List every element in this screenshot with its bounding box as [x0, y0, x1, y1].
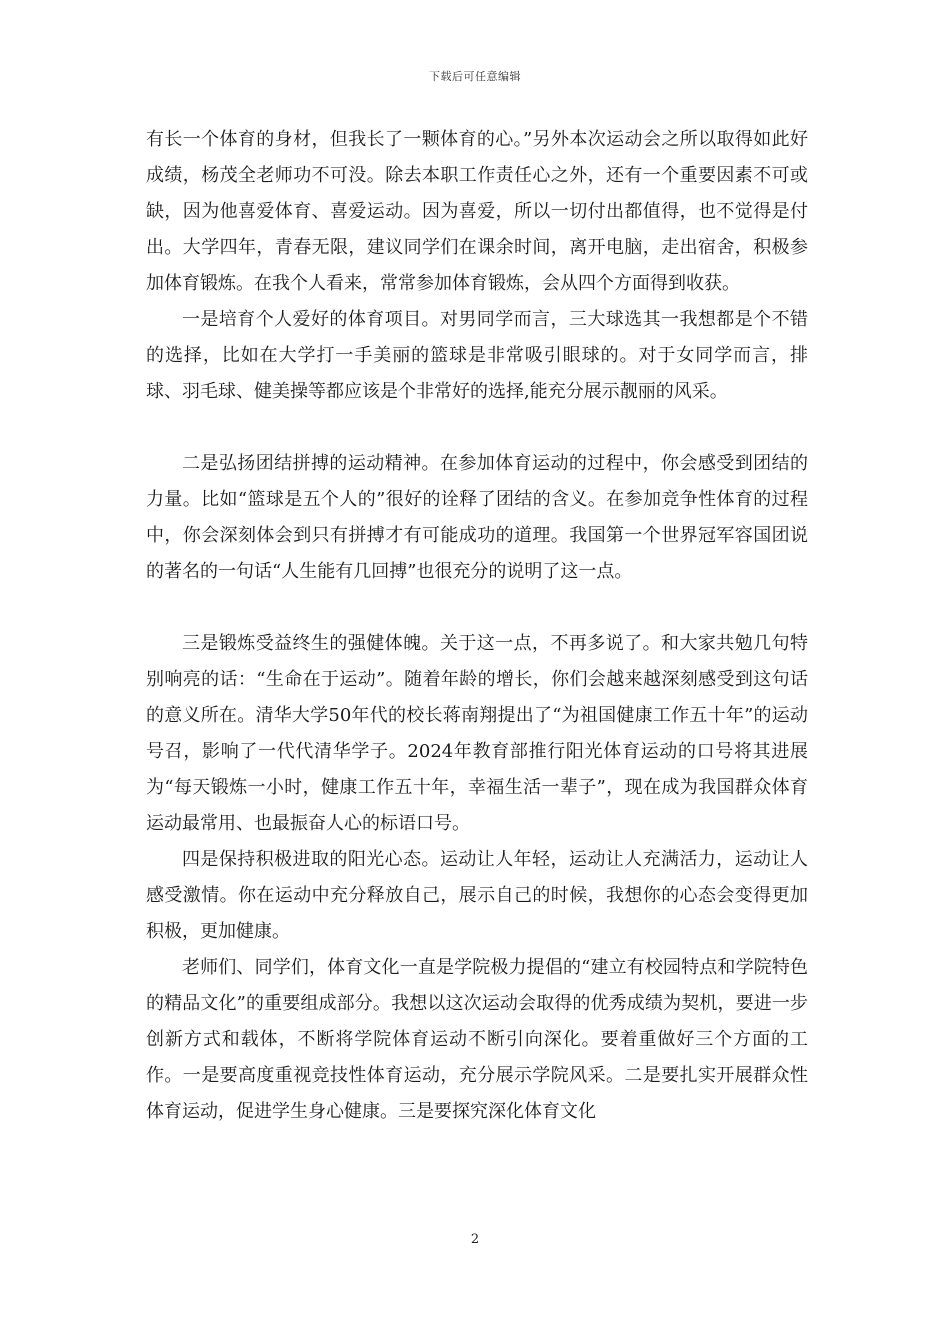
paragraph-closing: 老师们、同学们，体育文化一直是学院极力提倡的“建立有校园特点和学院特色的精品文化”的重要组成部分。我想以这次运动会取得的优秀成绩为契机，要进一步创新方式和载体，不断将学院体育运动不断引向深化。要着重做好三个方面的工作。一是要高度重视竞技性体育运动，充分展示学院风采。二是要扎实开展群众性体育运动，促进学生身心健康。三是要探究深化体育文化: [146, 957, 808, 1122]
paragraph-point-one: 一是培育个人爱好的体育项目。对男同学而言，三大球选其一我想都是个不错的选择，比如在大学打一手美丽的篮球是非常吸引眼球的。对于女同学而言，排球、羽毛球、健美操等都应该是个非常好的选择,能充分展示靓丽的风采。: [146, 309, 808, 402]
paragraph-point-four: 四是保持积极进取的阳光心态。运动让人年轻，运动让人充满活力，运动让人感受激情。你在运动中充分释放自己，展示自己的时候，我想你的心态会变得更加积极，更加健康。: [146, 849, 808, 942]
paragraph-point-two: 二是弘扬团结拼搏的运动精神。在参加体育运动的过程中，你会感受到团结的力量。比如“篮球是五个人的”很好的诠释了团结的含义。在参加竞争性体育的过程中，你会深刻体会到只有拼搏才有可能成功的道理。我国第一个世界冠军容国团说的著名的一句话“人生能有几回搏”也很充分的说明了这一点。: [146, 453, 808, 582]
page-number: 2: [470, 1232, 480, 1247]
paragraph-point-three: 三是锻炼受益终生的强健体魄。关于这一点，不再多说了。和大家共勉几句特别响亮的话：“生命在于运动”。随着年龄的增长，你们会越来越深刻感受到这句话的意义所在。清华大学50年代的校长蒋南翔提出了“为祖国健康工作五十年”的运动号召，影响了一代代清华学子。2024年教育部推行阳光体育运动的口号将其进展为“每天锻炼一小时，健康工作五十年，幸福生活一辈子”，现在成为我国群众体育运动最常用、也最振奋人心的标语口号。: [146, 633, 808, 834]
paragraph-continuation: 有长一个体育的身材，但我长了一颗体育的心。”另外本次运动会之所以取得如此好成绩，杨茂全老师功不可没。除去本职工作责任心之外，还有一个重要因素不可或缺，因为他喜爱体育、喜爱运动。因为喜爱，所以一切付出都值得，也不觉得是付出。大学四年，青春无限，建议同学们在课余时间，离开电脑，走出宿舍，积极参加体育锻炼。在我个人看来，常常参加体育锻炼，会从四个方面得到收获。: [146, 129, 808, 294]
page-header: 下载后可任意编辑: [429, 70, 521, 83]
document-body: [146, 122, 808, 1130]
